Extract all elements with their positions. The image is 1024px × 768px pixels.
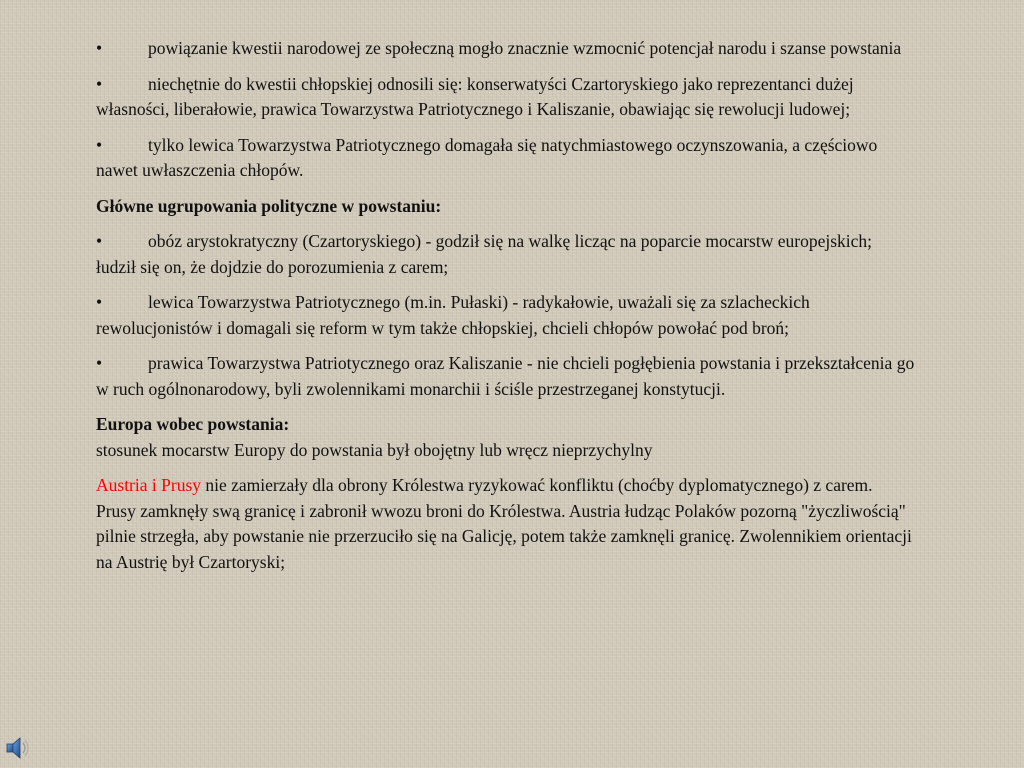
bullet-text: prawica Towarzystwa Patriotycznego oraz Kaliszanie - nie chcieli pogłębienia powstania i przekształcenia go w ruch ogólnonarodowy, byli zwolennikami monarchii i ściśle przestrzeganej konstytucji. bbox=[96, 353, 915, 399]
europe-section bbox=[96, 412, 916, 463]
section-heading: Główne ugrupowania polityczne w powstaniu: bbox=[96, 195, 442, 216]
bullet-text: powiązanie kwestii narodowej ze społeczną mogło znacznie wzmocnić potencjał narodu i szanse powstania bbox=[148, 38, 902, 58]
bullet-text: lewica Towarzystwa Patriotycznego (m.in. Pułaski) - radykałowie, uważali się za szlacheckich rewolucjonistów i domagali się reform w tym także chłopskiej, chcieli chłopów powołać pod broń; bbox=[96, 292, 810, 338]
austria-prussia-paragraph bbox=[96, 473, 916, 575]
list-item bbox=[96, 290, 916, 341]
bullet-icon: • bbox=[96, 73, 103, 94]
paragraph-text: nie zamierzały dla obrony Królestwa ryzykować konfliktu (choćby dyplomatycznego) z carem. bbox=[201, 475, 873, 495]
bullet-icon: • bbox=[96, 38, 103, 58]
highlight-text: Austria i Prusy bbox=[96, 475, 201, 495]
section-subtext: stosunek mocarstw Europy do powstania był obojętny lub wręcz nieprzychylny bbox=[96, 439, 653, 460]
list-item bbox=[96, 36, 916, 62]
bullet-icon: • bbox=[96, 353, 103, 373]
bullet-icon: • bbox=[96, 134, 103, 155]
list-item bbox=[96, 351, 916, 402]
section-heading: Europa wobec powstania: bbox=[96, 414, 290, 434]
list-item bbox=[96, 229, 916, 280]
bullet-text: tylko lewica Towarzystwa Patriotycznego domagała się natychmiastowego oczynszowania, a częściowo nawet uwłaszczenia chłopów. bbox=[96, 134, 878, 180]
list-item bbox=[96, 133, 916, 184]
bullet-icon: • bbox=[96, 292, 103, 312]
bullet-icon: • bbox=[96, 231, 103, 251]
speaker-icon[interactable] bbox=[4, 734, 32, 762]
list-item bbox=[96, 72, 916, 123]
paragraph-text-closing: Prusy zamknęły swą granicę i zabronił wwozu broni do Królestwa. Austria łudząc Polaków pozorną "życzliwością" pilnie strzegła, aby powstanie nie przerzuciło się na Galicję, potem także zamknęli granicę. Zwolennikiem orientacji na Austrię był Czartoryski; bbox=[96, 500, 912, 572]
bullet-text: niechętnie do kwestii chłopskiej odnosili się: konserwatyści Czartoryskiego jako reprezentanci dużej własności, liberałowie, prawica Towarzystwa Patriotycznego i Kaliszanie, obawiając się rewolucji ludowej; bbox=[96, 73, 854, 119]
slide-content bbox=[96, 36, 916, 585]
bullet-text: obóz arystokratyczny (Czartoryskiego) - godził się na walkę licząc na poparcie mocarstw europejskich; łudził się on, że dojdzie do porozumienia z carem; bbox=[96, 231, 873, 277]
